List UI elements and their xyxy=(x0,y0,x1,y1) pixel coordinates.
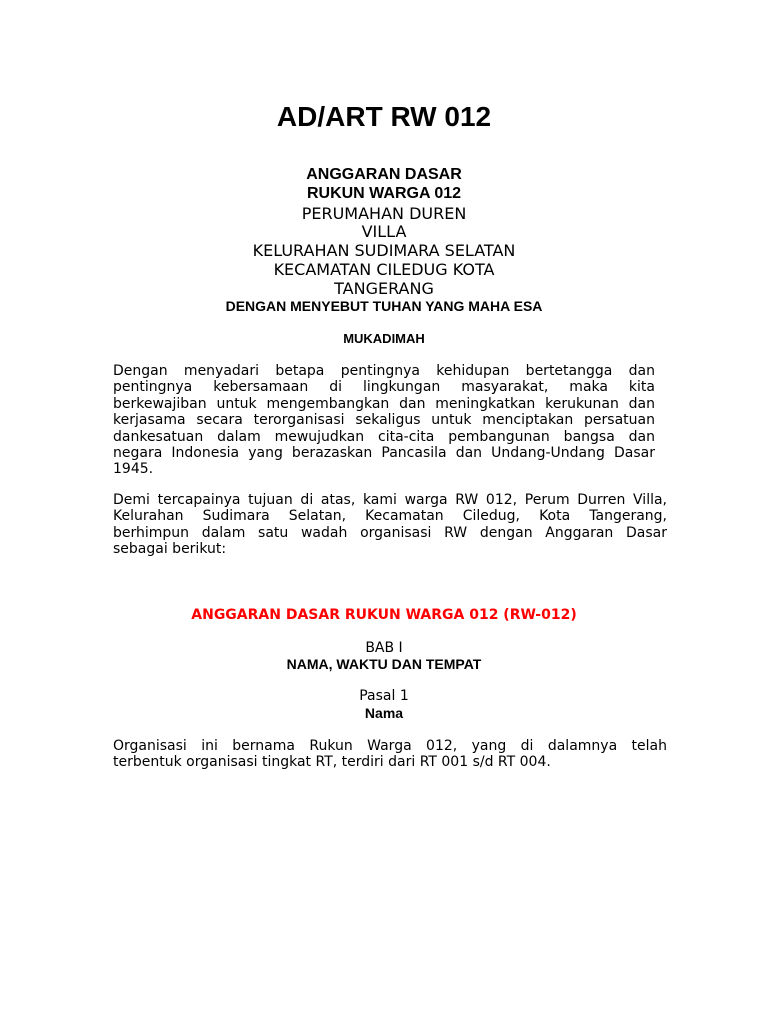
paragraph-line: berhimpun dalam satu wadah organisasi RW dengan Anggaran Dasar xyxy=(113,524,667,541)
paragraph-line: kerjasama secara terorganisasi sekaligus untuk menciptakan persatuan xyxy=(113,412,655,429)
pasal-1-paragraph xyxy=(113,738,667,771)
heading-anggaran-dasar: ANGGARAN DASAR xyxy=(306,166,462,183)
paragraph-line: Dengan menyadari betapa pentingnya kehidupan bertetangga dan xyxy=(113,363,655,379)
paragraph-line: 1945. xyxy=(113,461,154,478)
mukadimah-paragraph-2 xyxy=(113,492,667,558)
address-line: TANGERANG xyxy=(334,279,434,298)
pasal-title: Nama xyxy=(364,705,404,721)
paragraph-line: pentingnya kebersamaan di lingkungan masyarakat, maka kita xyxy=(113,379,655,396)
mukadimah-paragraph-1 xyxy=(113,363,655,478)
bab-title: NAMA, WAKTU DAN TEMPAT xyxy=(286,656,482,672)
address-line: KELURAHAN SUDIMARA SELATAN xyxy=(252,241,516,260)
paragraph-line: berkewajiban untuk mengembangkan dan meningkatkan kerukunan dan xyxy=(113,395,655,412)
paragraph-line: sebagai berikut: xyxy=(113,541,227,558)
paragraph-line: dankesatuan dalam mewujudkan cita-cita pembangunan bangsa dan xyxy=(113,428,655,445)
heading-rukun-warga: RUKUN WARGA 012 xyxy=(306,185,462,202)
paragraph-line: terbentuk organisasi tingkat RT, terdiri dari RT 001 s/d RT 004. xyxy=(113,754,551,771)
paragraph-line: Demi tercapainya tujuan di atas, kami warga RW 012, Perum Durren Villa, xyxy=(113,492,667,508)
address-line: KECAMATAN CILEDUG KOTA xyxy=(273,260,495,279)
paragraph-line: Kelurahan Sudimara Selatan, Kecamatan Ciledug, Kota Tangerang, xyxy=(113,508,667,525)
bab-number: BAB I xyxy=(365,640,403,656)
pasal-number: Pasal 1 xyxy=(359,688,409,704)
paragraph-line: negara Indonesia yang berazaskan Pancasila dan Undang-Undang Dasar xyxy=(113,445,655,462)
document-title: AD/ART RW 012 xyxy=(276,101,492,132)
anggaran-dasar-section-title: ANGGARAN DASAR RUKUN WARGA 012 (RW-012) xyxy=(191,607,577,623)
basmallah-line: DENGAN MENYEBUT TUHAN YANG MAHA ESA xyxy=(225,298,543,314)
paragraph-line: Organisasi ini bernama Rukun Warga 012, yang di dalamnya telah xyxy=(113,738,667,754)
address-line: PERUMAHAN DUREN xyxy=(301,204,467,223)
address-line: VILLA xyxy=(361,222,407,241)
mukadimah-heading: MUKADIMAH xyxy=(343,331,425,346)
